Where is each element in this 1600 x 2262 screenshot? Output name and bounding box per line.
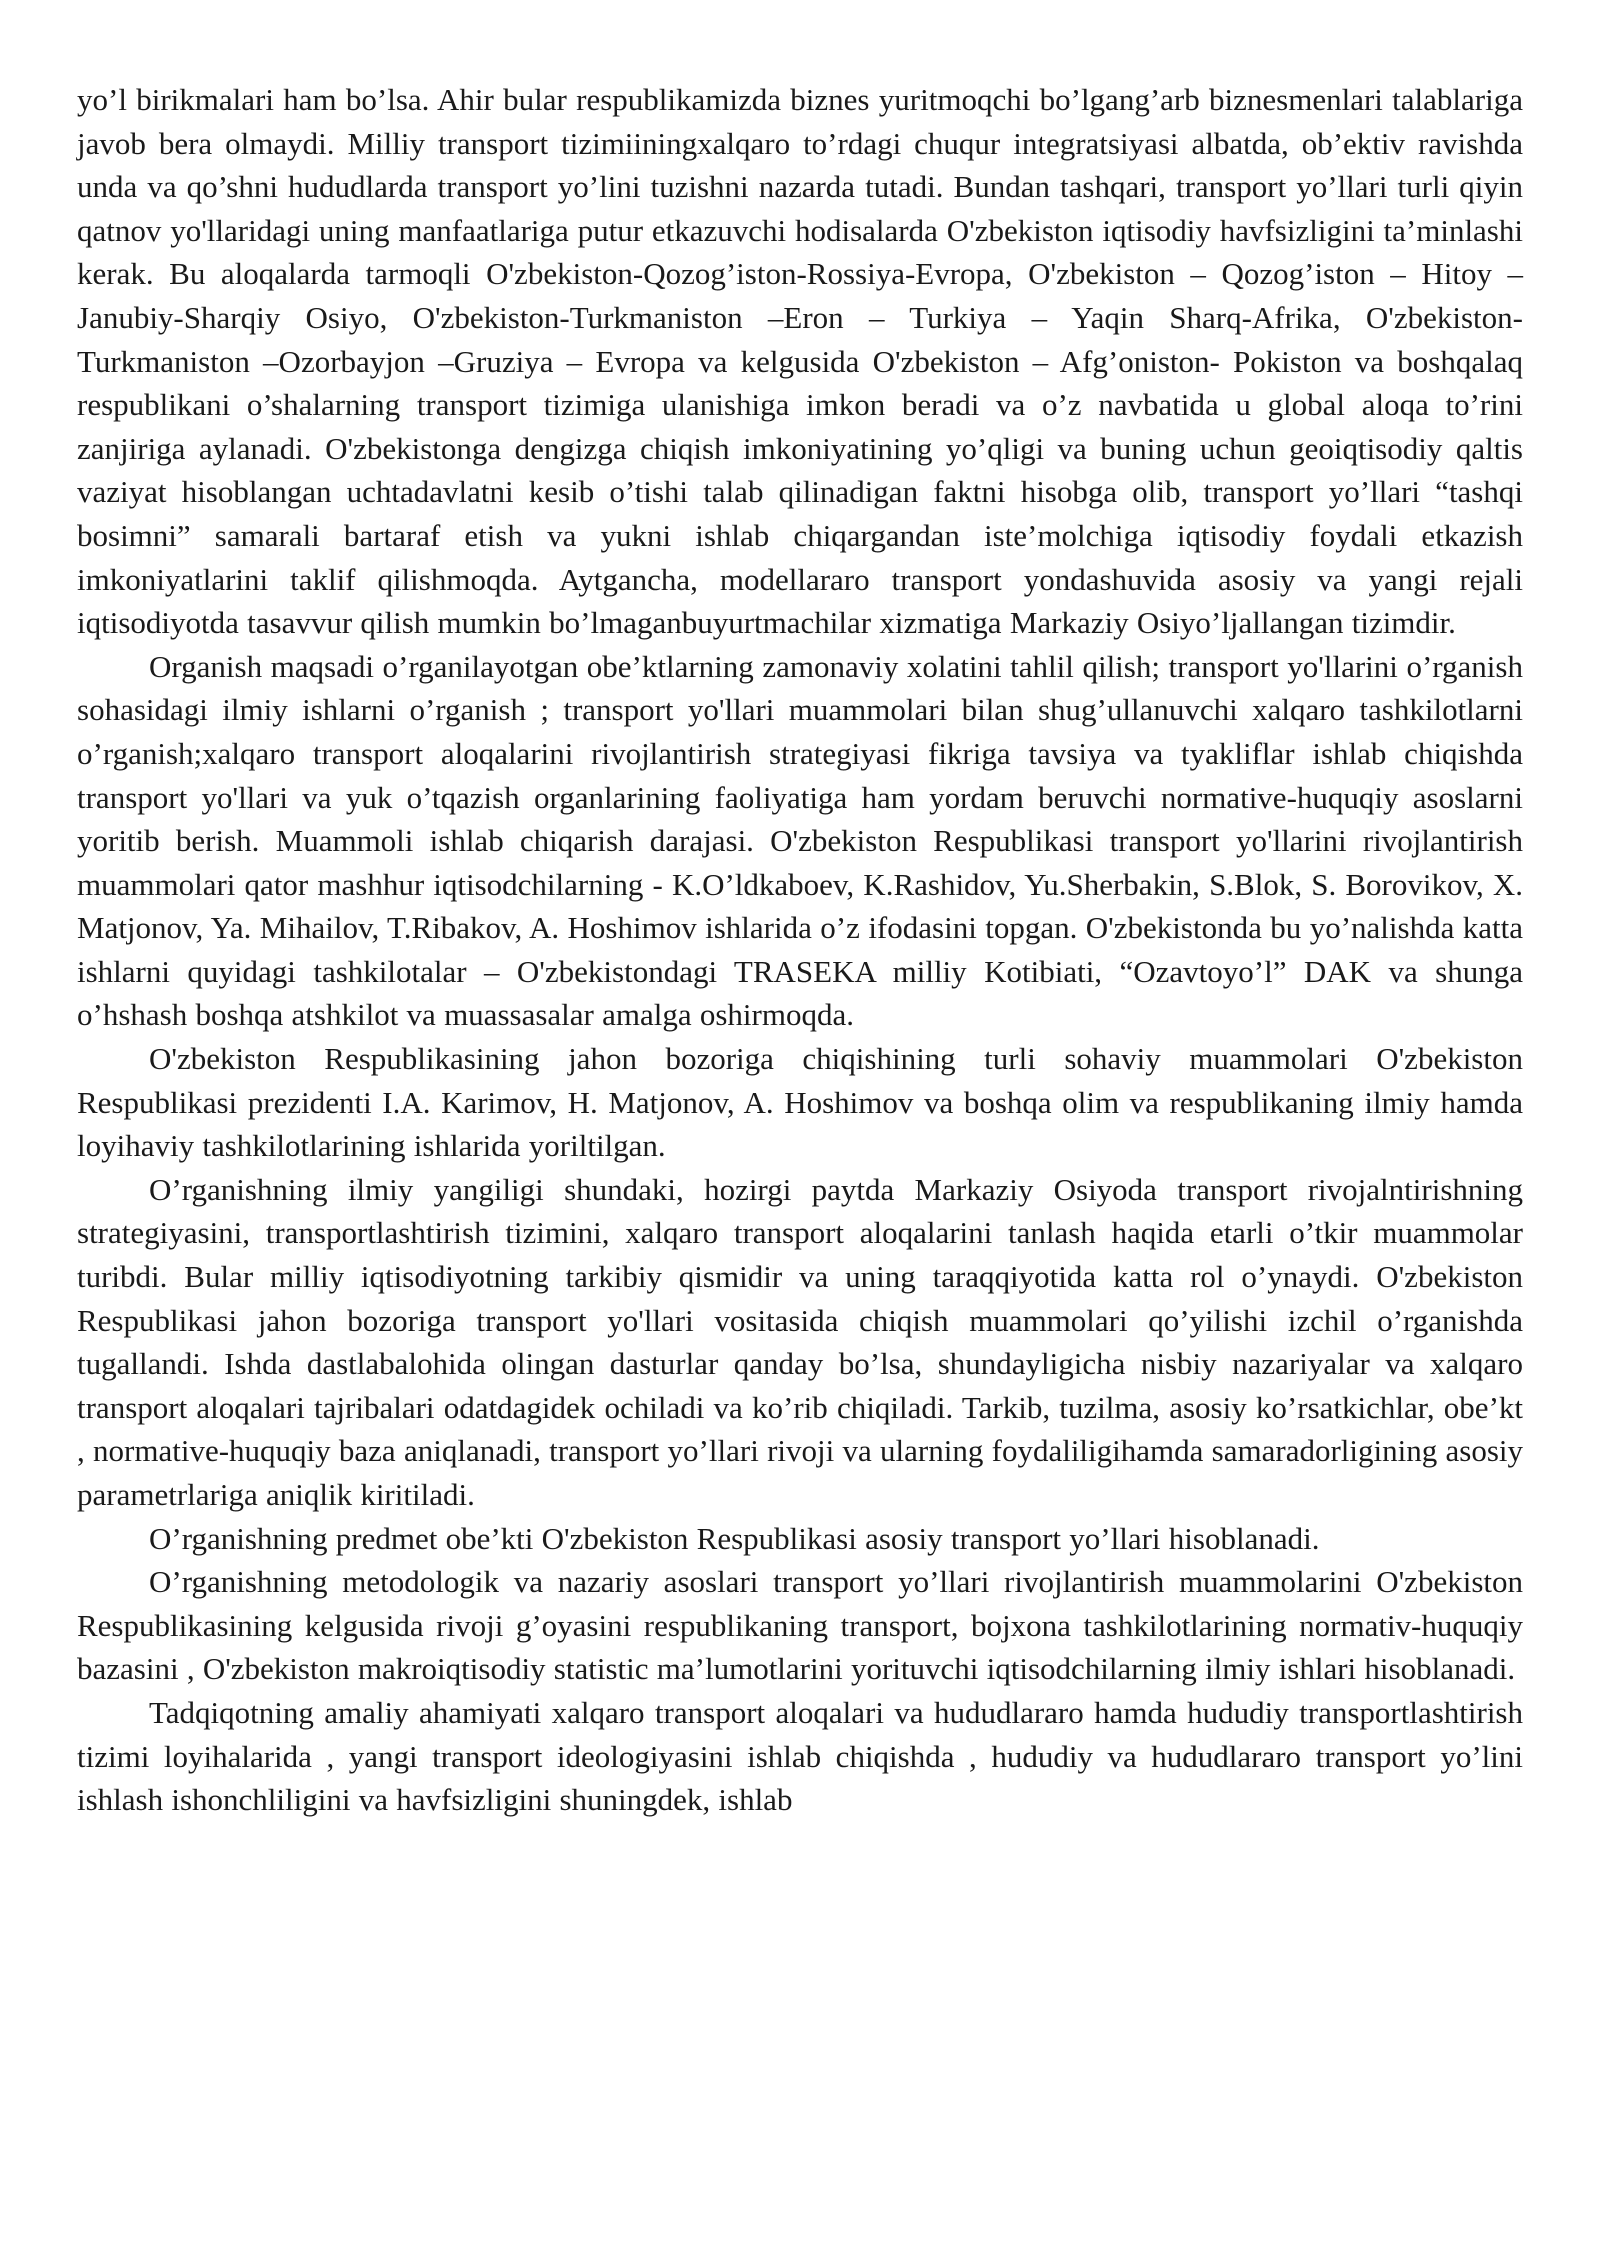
paragraph-research-subject: O’rganishning predmet obe’kti O'zbekiston Respublikasi asosiy transport yo’llari hisoblanadi. xyxy=(149,1520,1320,1556)
document-page xyxy=(77,78,1523,1822)
paragraph-research-goal: Organish maqsadi o’rganilayotgan obe’ktlarning zamonaviy xolatini tahlil qilish; transport yo'llarini o’rganish sohasidagi ilmiy ishlarni o’rganish ; transport yo'llari muammolari bilan shug’ullanuvchi xalqaro tashkilotlarni o’rganish;xalqaro transport aloqalarini rivojlantirish strategiyasi fikriga tavsiya va tyakliflar ishlab chiqishda transport yo'llari va yuk o’tqazish organlarining faoliyatiga ham yordam beruvchi normative-huquqiy asoslarni yoritib berish. Muammoli ishlab chiqarish darajasi. O'zbekiston Respublikasi transport yo'llarini rivojlantirish muammolari qator mashhur iqtisodchilarning - K.O’ldkaboev, K.Rashidov, Yu.Sherbakin, S.Blok, S. Borovikov, X. Matjonov, Ya. Mihailov, T.Ribakov, A. Hoshimov ishlarida o’z ifodasini topgan. O'zbekistonda bu yo’nalishda katta ishlarni quyidagi tashkilotalar – O'zbekistondagi TRASEKA milliy Kotibiati, “Ozavtoyo’l” DAK va shunga o’hshash boshqa atshkilot va muassasalar amalga oshirmoqda. xyxy=(77,648,1523,1033)
paragraph-world-market: O'zbekiston Respublikasining jahon bozoriga chiqishining turli sohaviy muammolari O'zbekiston Respublikasi prezidenti I.A. Karimov, H. Matjonov, A. Hoshimov va boshqa olim va respublikaning ilmiy hamda loyihaviy tashkilotlarining ishlarida yoriltilgan. xyxy=(77,1041,1523,1164)
paragraph-scientific-novelty: O’rganishning ilmiy yangiligi shundaki, hozirgi paytda Markaziy Osiyoda transport rivojalntirishning strategiyasini, transportlashtirish tizimini, xalqaro transport aloqalarini tanlash haqida etarli o’tkir muammolar turibdi. Bular milliy iqtisodiyotning tarkibiy qismidir va uning taraqqiyotida katta rol o’ynaydi. O'zbekiston Respublikasi jahon bozoriga transport yo'llari vositasida chiqish muammolari qo’yilishi izchil o’rganishda tugallandi. Ishda dastlabalohida olingan dasturlar qanday bo’lsa, shundayligicha nisbiy nazariyalar va xalqaro transport aloqalari tajribalari odatdagidek ochiladi va ko’rib chiqiladi. Tarkib, tuzilma, asosiy ko’rsatkichlar, obe’kt , normative-huquqiy baza aniqlanadi, transport yo’llari rivoji va ularning foydaliligihamda samaradorligining asosiy parametrlariga aniqlik kiritiladi. xyxy=(77,1171,1523,1512)
paragraph-transport-integration: yo’l birikmalari ham bo’lsa. Ahir bular respublikamizda biznes yuritmoqchi bo’lgang’arb biznesmenlari talablariga javob bera olmaydi. Milliy transport tizimiiningxalqaro to’rdagi chuqur integratsiyasi albatda, ob’ektiv ravishda unda va qo’shni hududlarda transport yo’lini tuzishni nazarda tutadi. Bundan tashqari, transport yo’llari turli qiyin qatnov yo'llaridagi uning manfaatlariga putur etkazuvchi hodisalarda O'zbekiston iqtisodiy havfsizligini ta’minlashi kerak. Bu aloqalarda tarmoqli O'zbekiston-Qozog’iston-Rossiya-Evropa, O'zbekiston – Qozog’iston – Hitoy –Janubiy-Sharqiy Osiyo, O'zbekiston-Turkmaniston –Eron – Turkiya – Yaqin Sharq-Afrika, O'zbekiston- Turkmaniston –Ozorbayjon –Gruziya – Evropa va kelgusida O'zbekiston – Afg’oniston- Pokiston va boshqalaq respublikani o’shalarning transport tizimiga ulanishiga imkon beradi va o’z navbatida u global aloqa to’rini zanjiriga aylanadi. O'zbekistonga dengizga chiqish imkoniyatining yo’qligi va buning uchun geoiqtisodiy qaltis vaziyat hisoblangan uchtadavlatni kesib o’tishi talab qilinadigan faktni hisobga olib, transport yo’llari “tashqi bosimni” samarali bartaraf etish va yukni ishlab chiqargandan iste’molchiga iqtisodiy foydali etkazish imkoniyatlarini taklif qilishmoqda. Aytgancha, modellararo transport yondashuvida asosiy va yangi rejali iqtisodiyotda tasavvur qilish mumkin bo’lmaganbuyurtmachilar xizmatiga Markaziy Osiyo’ljallangan tizimdir. xyxy=(77,82,1523,641)
paragraph-practical-significance: Tadqiqotning amaliy ahamiyati xalqaro transport aloqalari va hududlararo hamda hududiy transportlashtirish tizimi loyihalarida , yangi transport ideologiyasini ishlab chiqishda , hududiy va hududlararo transport yo’lini ishlash ishonchliligini va havfsizligini shuningdek, ishlab xyxy=(77,1694,1523,1818)
paragraph-methodology: O’rganishning metodologik va nazariy asoslari transport yo’llari rivojlantirish muammolarini O'zbekiston Respublikasining kelgusida rivoji g’oyasini respublikaning transport, bojxona tashkilotlarining normativ-huquqiy bazasini , O'zbekiston makroiqtisodiy statistic ma’lumotlarini yorituvchi iqtisodchilarning ilmiy ishlari hisoblanadi. xyxy=(77,1564,1523,1687)
